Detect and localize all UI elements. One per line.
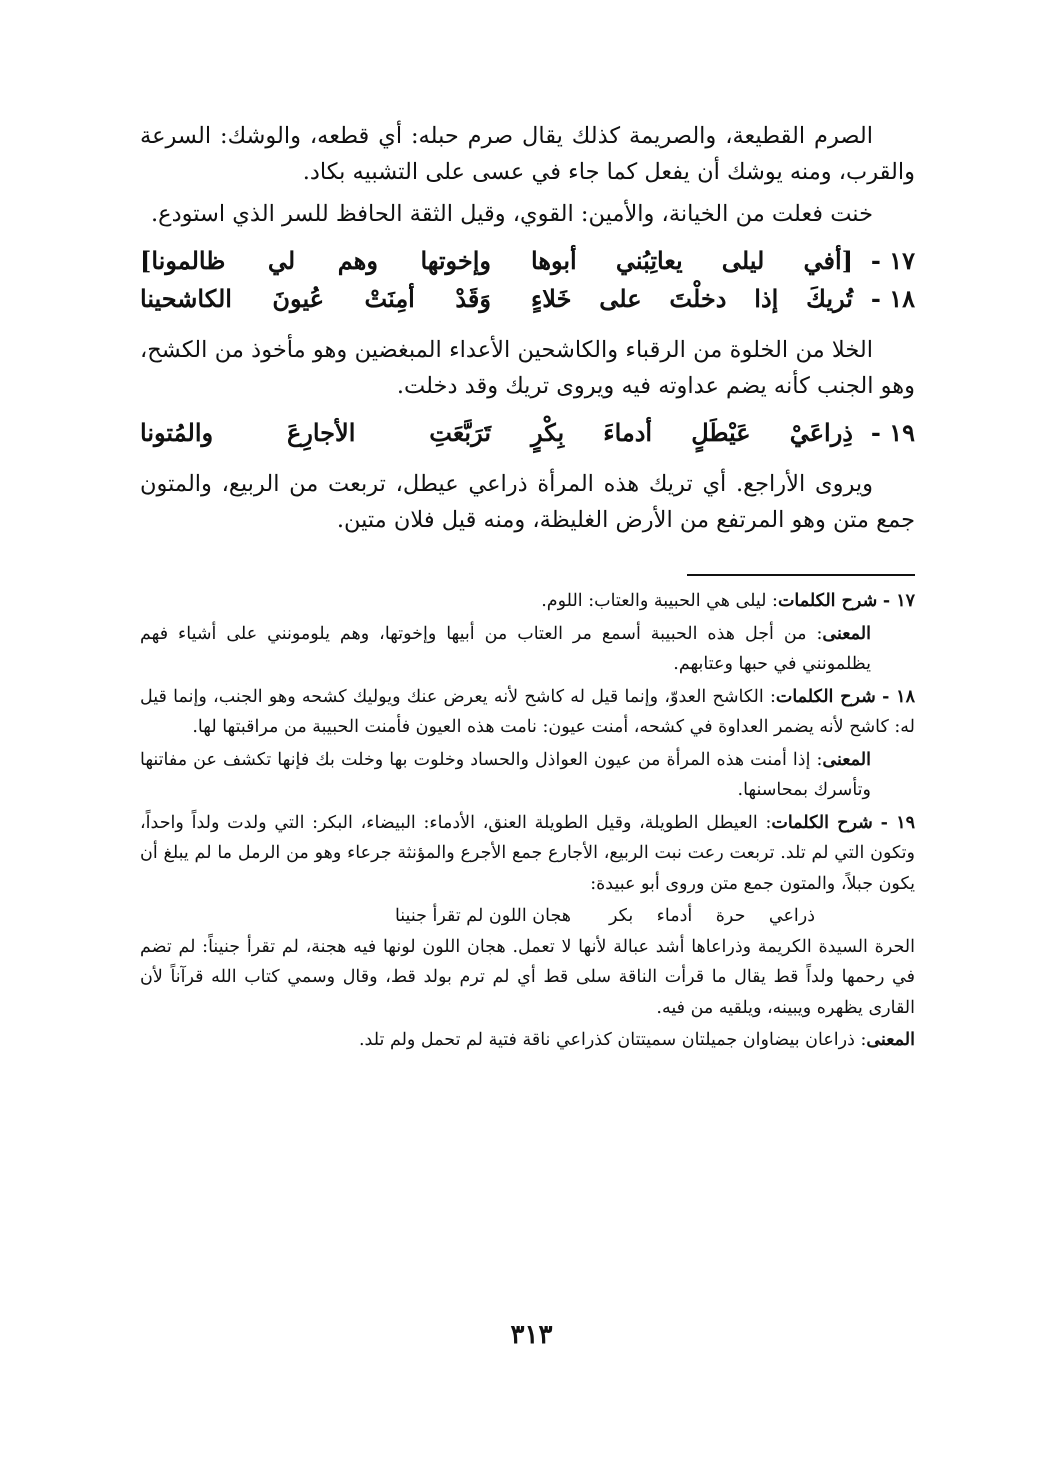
verse-18 bbox=[140, 280, 915, 318]
footnote-label: شرح الكلمات bbox=[775, 686, 876, 707]
verse-block bbox=[140, 414, 915, 452]
page-body bbox=[140, 118, 915, 1058]
footnote-number: ١٩ - bbox=[880, 812, 915, 833]
paragraph: الصرم القطيعة، والصريمة كذلك يقال صرم حبله: أي قطعه، والوشك: السرعة والقرب، ومنه يوشك أن يفعل كما جاء في عسى على التشبيه بكاد. bbox=[140, 123, 915, 185]
footnote-label: المعنى bbox=[866, 1030, 915, 1050]
footnote-19-verse bbox=[140, 901, 915, 932]
paragraph: ويروى الأراجع. أي تريك هذه المرأة ذراعي عيطل، تربعت من الربيع، والمتون جمع متن وهو المرتفع من الأرض الغليظة، ومنه قيل فلان متين. bbox=[140, 471, 915, 533]
paragraph: خنت فعلت من الخيانة، والأمين: القوي، وقيل الثقة الحافظ للسر الذي استودع. bbox=[151, 201, 873, 227]
verse-19 bbox=[140, 414, 915, 452]
footnote-text: : من أجل هذه الحبيبة أسمع مر العتاب من أبيها وإخوتها، وهم يلومونني على أشياء فهم يظلمونني في حبها وعتابهم. bbox=[140, 623, 871, 674]
footnote-19-continuation: الحرة السيدة الكريمة وذراعاها أشد عبالة لأنها لا تعمل. هجان اللون لونها فيه هجنة، لم تقرأ جنيناً: لم تضم في رحمها ولداً قط يقال ما قرأت الناقة سلى قط أي لم ترم بولد قط، وقال وسمي كتاب الله قرآناً لأن القارى يظهره ويبينه، ويلقيه من فيه. bbox=[140, 936, 915, 1018]
page-number: ٣١٣ bbox=[510, 1320, 553, 1350]
verse-second-hemistich: تَرَبَّعَتِ الأجارِعَ والمُتونا bbox=[140, 418, 491, 447]
verse-first-hemistich: تُريكَ إذا دخلْتَ على خَلاءٍ bbox=[531, 284, 853, 313]
footnote-19-meaning bbox=[140, 1025, 915, 1056]
verse-first-hemistich: ذِراعَيْ عَيْطَلٍ أدماءَ بِكْرٍ bbox=[531, 418, 853, 447]
verse-first-hemistich: ذراعي حرة أدماء بكر bbox=[609, 906, 815, 926]
footnote-19-glossary bbox=[140, 808, 915, 900]
footnote-label: المعنى bbox=[822, 623, 871, 644]
verse-second-hemistich: وإخوتها وهم لي ظالمونا] bbox=[140, 246, 491, 275]
verse-second-hemistich: هجان اللون لم تقرأ جنينا bbox=[394, 906, 571, 926]
footnote-label: المعنى bbox=[822, 749, 871, 770]
footnote-17-meaning bbox=[140, 619, 915, 680]
verse-block bbox=[140, 242, 915, 318]
verse-number: ١٩ - bbox=[870, 418, 915, 447]
footnote-number: ١٧ - bbox=[882, 591, 915, 611]
footnote-separator bbox=[687, 574, 915, 576]
footnote-text: : إذا أمنت هذه المرأة من عيون العواذل والحساد وخلوت بها وخلت بك فإنها تكشف عن مفاتنها وتأسرك بمحاسنها. bbox=[140, 749, 871, 800]
verse-first-hemistich: [أفي ليلى يعاتِبُني أبوها bbox=[531, 246, 853, 275]
verse-second-hemistich: وَقَدْ أمِنَتْ عُيونَ الكاشحينا bbox=[140, 284, 491, 313]
footnote-number: ١٨ - bbox=[882, 686, 915, 707]
footnote-text: : العيطل الطويلة، وقيل الطويلة العنق، الأدماء: البيضاء، البكر: التي ولدت ولداً واحداً، وتكون التي لم تلد. تربعت رعت نبت الربيع، الأجارع جمع الأجرع والمؤنثة جرعاء وهو من الرمل ما لم يبلغ أن يكون جبلاً، والمتون جمع متن وروى أبو عبيدة: bbox=[140, 812, 915, 894]
verse-17 bbox=[140, 242, 915, 280]
footnote-label: شرح الكلمات bbox=[777, 591, 878, 611]
verse-number: ١٧ - bbox=[870, 246, 915, 275]
paragraph: الخلا من الخلوة من الرقباء والكاشحين الأعداء المبغضين وهو مأخوذ من الكشح، وهو الجنب كأنه يضم عداوته فيه ويروى تريك وقد دخلت. bbox=[140, 337, 915, 399]
footnote-18-glossary bbox=[140, 682, 915, 743]
verse-number: ١٨ - bbox=[870, 284, 915, 313]
footnote-text: : ليلى هي الحبيبة والعتاب: اللوم. bbox=[541, 591, 778, 611]
footnote-label: شرح الكلمات bbox=[771, 812, 873, 833]
footnote-17-glossary bbox=[140, 586, 915, 617]
footnote-text: : الكاشح العدوّ، وإنما قيل له كاشح لأنه يعرض عنك ويوليك كشحه وهو الجنب، وإنما قيل له: كاشح لأنه يضمر العداوة في كشحه، أمنت عيون: نامت هذه العيون فأمنت الحبيبة من مراقبتها لها. bbox=[140, 686, 915, 737]
footnote-18-meaning bbox=[140, 745, 915, 806]
footnote-text: : ذراعان بيضاوان جميلتان سميتتان كذراعي ناقة فتية لم تحمل ولم تلد. bbox=[358, 1030, 867, 1050]
